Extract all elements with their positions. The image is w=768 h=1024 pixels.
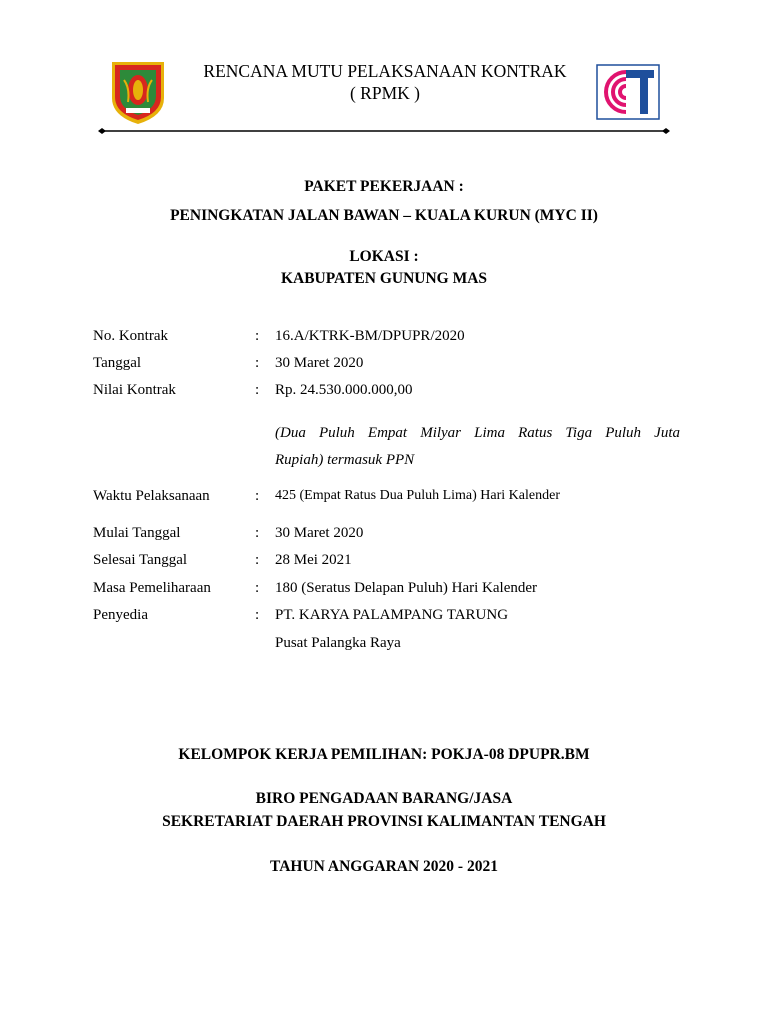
biro-line: BIRO PENGADAAN BARANG/JASA bbox=[255, 790, 513, 807]
document-title bbox=[150, 60, 620, 104]
title-line-2: ( RPMK ) bbox=[349, 83, 420, 103]
paket-name: PENINGKATAN JALAN BAWAN – KUALA KURUN (MYC II) bbox=[170, 207, 598, 224]
terbilang-line-1: (Dua Puluh Empat Milyar Lima Ratus Tiga Puluh Juta bbox=[275, 425, 680, 441]
lokasi-name: KABUPATEN GUNUNG MAS bbox=[280, 270, 488, 287]
detail-colon: : bbox=[255, 525, 260, 541]
detail-colon: : bbox=[255, 355, 260, 371]
detail-colon: : bbox=[255, 552, 260, 568]
detail-label: Masa Pemeliharaan bbox=[93, 580, 211, 596]
detail-colon: : bbox=[255, 488, 260, 504]
detail-colon: : bbox=[255, 580, 260, 596]
tahun-anggaran: TAHUN ANGGARAN 2020 - 2021 bbox=[270, 858, 498, 875]
sekretariat-line: SEKRETARIAT DAERAH PROVINSI KALIMANTAN TENGAH bbox=[162, 813, 606, 830]
detail-value: PT. KARYA PALAMPANG TARUNG bbox=[275, 607, 509, 623]
detail-value: Rp. 24.530.000.000,00 bbox=[275, 382, 413, 398]
detail-value: 28 Mei 2021 bbox=[275, 552, 352, 568]
lokasi-label: LOKASI : bbox=[349, 248, 419, 265]
detail-colon: : bbox=[255, 382, 260, 398]
detail-value: 425 (Empat Ratus Dua Puluh Lima) Hari Kalender bbox=[275, 488, 560, 503]
nilai-terbilang bbox=[275, 420, 680, 474]
pokja-line: KELOMPOK KERJA PEMILIHAN: POKJA-08 DPUPR.BM bbox=[178, 746, 590, 763]
detail-label: Tanggal bbox=[93, 355, 142, 371]
title-line-1: RENCANA MUTU PELAKSANAAN KONTRAK bbox=[203, 61, 567, 81]
detail-value: 180 (Seratus Delapan Puluh) Hari Kalender bbox=[275, 580, 538, 596]
detail-colon: : bbox=[255, 328, 260, 344]
detail-label: Penyedia bbox=[93, 607, 148, 623]
detail-label: Mulai Tanggal bbox=[93, 525, 181, 541]
detail-label: Nilai Kontrak bbox=[93, 382, 176, 398]
pu-logo-icon bbox=[596, 64, 660, 120]
detail-label: Selesai Tanggal bbox=[93, 552, 188, 568]
header-divider bbox=[98, 128, 670, 134]
detail-colon: : bbox=[255, 607, 260, 623]
detail-value: 30 Maret 2020 bbox=[275, 525, 364, 541]
terbilang-line-2: Rupiah) termasuk PPN bbox=[275, 452, 415, 468]
detail-label: No. Kontrak bbox=[93, 328, 168, 344]
detail-label: Waktu Pelaksanaan bbox=[93, 488, 210, 504]
penyedia-lokasi: Pusat Palangka Raya bbox=[275, 635, 401, 651]
paket-label: PAKET PEKERJAAN : bbox=[304, 178, 464, 195]
detail-value: 16.A/KTRK-BM/DPUPR/2020 bbox=[275, 328, 465, 344]
detail-value: 30 Maret 2020 bbox=[275, 355, 364, 371]
